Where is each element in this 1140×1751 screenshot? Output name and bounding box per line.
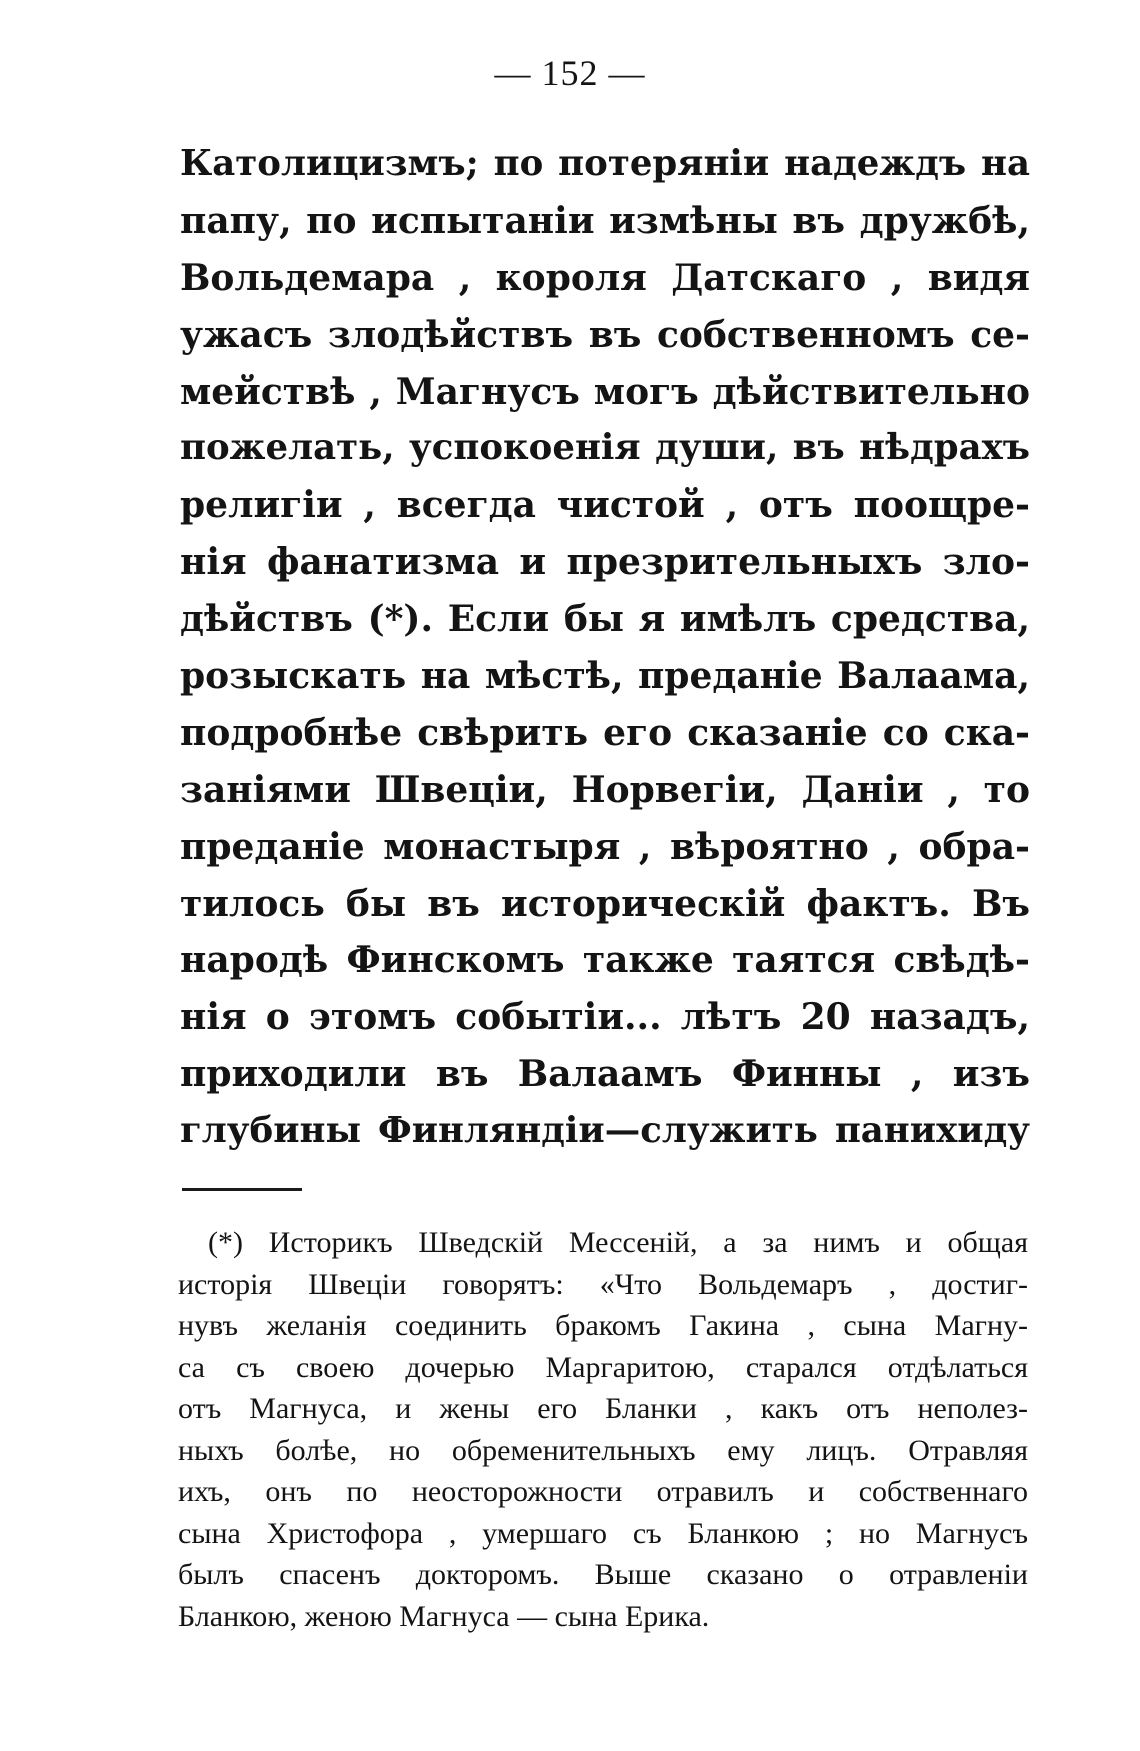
text-line: народѣ Финскомъ также таятся свѣдѣ- bbox=[180, 939, 1030, 982]
footnote-line: са съ своею дочерью Маргаритою, старался отдѣлаться bbox=[178, 1350, 1028, 1384]
text-line: Вольдемара , короля Датскаго , видя bbox=[180, 256, 1030, 299]
footnote-line: Бланкою, женою Магнуса — сына Ерика. bbox=[178, 1599, 710, 1633]
footnote-line: исторія Швеціи говорятъ: «Что Вольдемаръ , достиг- bbox=[178, 1267, 1028, 1301]
footnote-line: сына Христофора , умершаго съ Бланкою ; но Магнусъ bbox=[178, 1516, 1028, 1550]
footnote-line: (*) Историкъ Шведскій Мессеній, а за нимъ и общая bbox=[208, 1226, 1028, 1259]
footnote-line: былъ спасенъ докторомъ. Выше сказано о отравленіи bbox=[178, 1558, 1028, 1591]
text-line: глубины Финляндіи—служить панихиду bbox=[180, 1110, 1030, 1152]
text-line: нія о этомъ событіи... лѣтъ 20 назадъ, bbox=[180, 996, 1030, 1039]
text-line: преданіе монастыря , вѣроятно , обра- bbox=[180, 825, 1030, 868]
text-line: папу, по испытаніи измѣны въ дружбѣ, bbox=[180, 199, 1030, 242]
text-line: тилось бы въ историческій фактъ. Въ bbox=[180, 882, 1030, 925]
text-line: Католицизмъ; по потеряніи надеждъ на bbox=[180, 143, 1030, 184]
footnote-line: отъ Магнуса, и жены его Бланки , какъ отъ неполез- bbox=[178, 1392, 1028, 1425]
footnote bbox=[178, 1222, 1028, 1637]
text-line: розыскать на мѣстѣ, преданіе Валаама, bbox=[180, 655, 1030, 698]
text-line: дѣйствъ (*). Если бы я имѣлъ средства, bbox=[180, 598, 1030, 641]
main-text bbox=[180, 136, 1030, 1160]
text-line: мействѣ , Магнусъ могъ дѣйствительно bbox=[180, 370, 1030, 413]
footnote-line: нувъ желанія соединить бракомъ Гакина , сына Магну- bbox=[178, 1309, 1028, 1342]
text-line: приходили въ Валаамъ Финны , изъ bbox=[180, 1053, 1030, 1096]
text-line: ужасъ злодѣйствъ въ собственномъ се- bbox=[180, 313, 1030, 356]
text-line: заніями Швеціи, Норвегіи, Даніи , то bbox=[180, 768, 1030, 811]
footnote-divider bbox=[182, 1188, 302, 1191]
footnote-line: ихъ, онъ по неосторожности отравилъ и собственнаго bbox=[178, 1475, 1028, 1508]
text-line: пожелать, успокоенія души, въ нѣдрахъ bbox=[180, 427, 1030, 469]
text-line: подробнѣе свѣрить его сказаніе со ска- bbox=[180, 711, 1030, 754]
page-number: — 152 — bbox=[494, 53, 646, 93]
text-line: религіи , всегда чистой , отъ поощре- bbox=[180, 484, 1030, 527]
footnote-line: ныхъ болѣе, но обременительныхъ ему лицъ. Отравляя bbox=[178, 1433, 1028, 1467]
text-line: нія фанатизма и презрительныхъ зло- bbox=[180, 541, 1030, 584]
